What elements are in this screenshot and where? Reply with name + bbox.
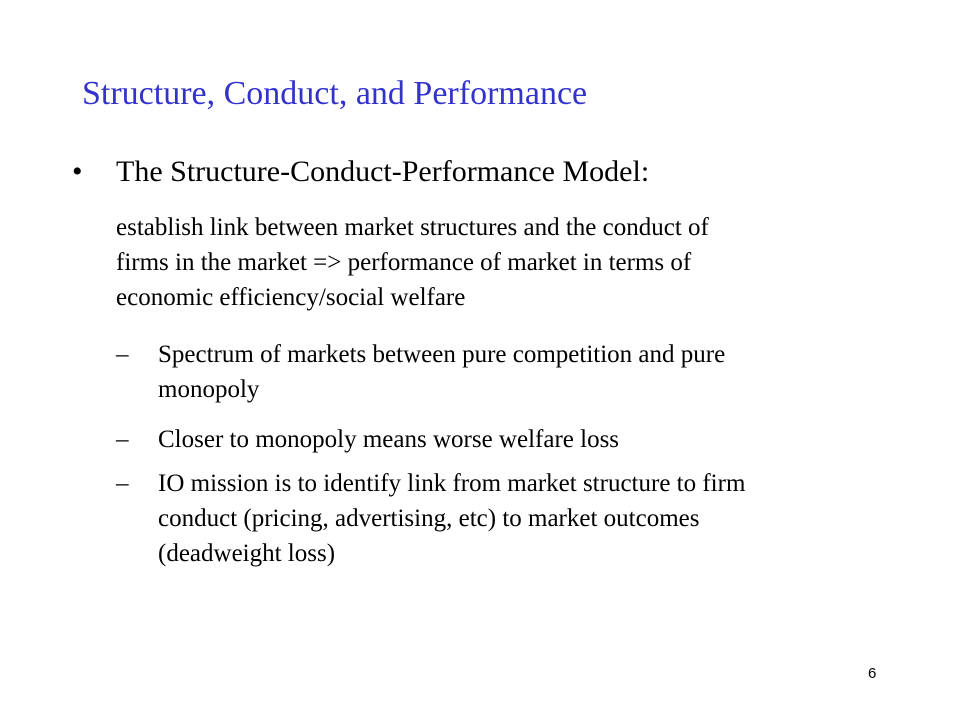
sub-bullet-line: IO mission is to identify link from market structure to firm — [158, 470, 746, 497]
sub-bullet-monopoly — [116, 422, 896, 457]
description-paragraph — [116, 210, 886, 315]
dash-icon: – — [116, 426, 129, 453]
slide-title: Structure, Conduct, and Performance — [82, 75, 588, 112]
paragraph-line: economic efficiency/social welfare — [116, 284, 466, 311]
paragraph-line: establish link between market structures and the conduct of — [116, 214, 709, 241]
main-bullet — [72, 150, 649, 194]
sub-bullet-line: monopoly — [158, 376, 260, 403]
sub-bullet-line: Spectrum of markets between pure competition and pure — [158, 341, 726, 368]
page-number: 6 — [868, 665, 877, 682]
sub-bullet-io-mission — [116, 466, 896, 571]
sub-bullet-spectrum — [116, 337, 896, 407]
bullet-dot-icon: • — [72, 155, 83, 188]
sub-bullet-text — [158, 422, 896, 457]
sub-bullet-line: (deadweight loss) — [158, 540, 336, 567]
dash-icon: – — [116, 470, 129, 497]
sub-bullet-line: Closer to monopoly means worse welfare loss — [158, 426, 620, 453]
sub-bullet-text — [158, 337, 896, 407]
sub-bullet-line: conduct (pricing, advertising, etc) to market outcomes — [158, 505, 700, 532]
paragraph-line: firms in the market => performance of market in terms of — [116, 249, 692, 276]
main-bullet-text: The Structure-Conduct-Performance Model: — [116, 155, 650, 188]
sub-bullet-text — [158, 466, 896, 571]
dash-icon: – — [116, 341, 129, 368]
